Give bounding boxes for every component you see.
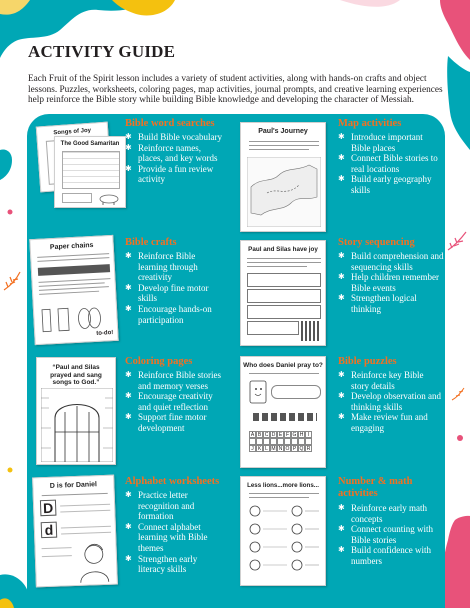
- word-search-thumbnail-2: [54, 136, 126, 208]
- map-drawing: [247, 157, 321, 227]
- thumb-title-2: The Good Samaritan: [60, 141, 120, 147]
- scroll-character-icon: [247, 379, 269, 407]
- bible-puzzle-thumbnail: Who does Daniel pray to? A B C D E F G H I J K L M N O P Q R: [240, 356, 326, 468]
- bullet-item: ✱ Encourage hands-on participation: [125, 304, 225, 325]
- section-title-alphabet-worksheets: Alphabet worksheets: [125, 476, 220, 487]
- bullet-item: ✱ Introduce important Bible places: [338, 132, 442, 153]
- section-title-bible-crafts: Bible crafts: [125, 237, 177, 248]
- alphabet-worksheet-thumbnail: [32, 475, 118, 588]
- thumb-title: Paper chains: [49, 241, 94, 252]
- bullet-item: ✱ Develop fine motor skills: [125, 283, 225, 304]
- bullet-item: ✱ Provide a fun review activity: [125, 164, 223, 185]
- number-math-bullets: [338, 503, 446, 567]
- coloring-pages-bullets: [125, 370, 223, 434]
- bullet-item: ✱ Build early geography skills: [338, 174, 442, 195]
- bullet-item: ✱ Connect counting with Bible stories: [338, 524, 446, 545]
- bullet-item: ✱ Reinforce early math concepts: [338, 503, 446, 524]
- coloring-page-thumbnail: [36, 357, 116, 465]
- section-title-bible-puzzles: Bible puzzles: [338, 356, 397, 367]
- thumb-title: Songs of Joy: [53, 127, 92, 137]
- thumb-title: Paul's Journey: [258, 128, 308, 135]
- bible-puzzles-bullets: [338, 370, 442, 434]
- bullet-item: ✱ Develop observation and thinking skills: [338, 391, 442, 412]
- intro-paragraph: Each Fruit of the Spirit lesson includes a variety of student activities, along with hands-on crafts and object lessons. Puzzles, worksheets, coloring pages, map activities, journal prompts, and creative learning experiences help reinforce the Bible story while building Bible knowledge and developing the character of Messiah.: [28, 74, 443, 106]
- thumb-title: D is for Daniel: [49, 481, 98, 490]
- thumb-title: Paul and Silas have joy: [248, 246, 318, 253]
- bullet-item: ✱ Reinforce key Bible story details: [338, 370, 442, 391]
- bullet-item: ✱ Build confidence with numbers: [338, 545, 446, 566]
- bible-crafts-bullets: [125, 251, 225, 325]
- bullet-item: ✱ Make review fun and engaging: [338, 412, 442, 433]
- thumb-title: Who does Daniel pray to?: [243, 362, 323, 369]
- section-title-number-math: Number & math activities: [338, 476, 413, 499]
- story-sequencing-bullets: [338, 251, 446, 315]
- story-sequencing-thumbnail: [240, 240, 326, 346]
- bullet-item: ✱ Reinforce Bible learning through creativity: [125, 251, 225, 283]
- bullet-item: ✱ Reinforce names, places, and key words: [125, 143, 223, 164]
- bullet-item: ✱ Help children remember Bible events: [338, 272, 446, 293]
- thumb-title: Less lions...more lions...: [247, 482, 319, 489]
- map-activities-bullets: [338, 132, 442, 196]
- bullet-item: ✱ Practice letter recognition and formation: [125, 490, 225, 522]
- bullet-item: ✱ Strengthen early literacy skills: [125, 554, 225, 575]
- bullet-item: ✱ Connect Bible stories to real locations: [338, 153, 442, 174]
- section-title-coloring-pages: Coloring pages: [125, 356, 193, 367]
- thumb-tag: to-do!: [96, 330, 114, 337]
- bullet-item: ✱ Support fine motor development: [125, 412, 223, 433]
- word-searches-bullets: [125, 132, 223, 185]
- donkey-icon: [97, 191, 121, 205]
- letter-uppercase: D: [40, 500, 57, 517]
- bible-craft-thumbnail: [29, 235, 118, 345]
- counting-circles-drawing: [247, 503, 321, 583]
- bullet-item: ✱ Build comprehension and sequencing skills: [338, 251, 446, 272]
- number-math-thumbnail: [240, 476, 326, 586]
- bullet-item: ✱ Reinforce Bible stories and memory verses: [125, 370, 223, 391]
- thumb-title: “Paul and Silas prayed and sang songs to God.”: [50, 364, 102, 386]
- prison-door-drawing: [41, 388, 113, 462]
- bullet-item: ✱ Build Bible vocabulary: [125, 132, 223, 143]
- bullet-item: ✱ Connect alphabet learning with Bible themes: [125, 522, 225, 554]
- section-title-word-searches: Bible word searches: [125, 118, 215, 129]
- letter-lowercase: d: [41, 522, 58, 539]
- daniel-portrait-drawing: [75, 540, 112, 583]
- page-title: ACTIVITY GUIDE: [28, 42, 176, 61]
- bullet-item: ✱ Strengthen logical thinking: [338, 293, 446, 314]
- section-title-map-activities: Map activities: [338, 118, 402, 129]
- map-activity-thumbnail: [240, 122, 326, 232]
- section-title-story-sequencing: Story sequencing: [338, 237, 415, 248]
- alphabet-worksheets-bullets: [125, 490, 225, 575]
- bullet-item: ✱ Encourage creativity and quiet reflection: [125, 391, 223, 412]
